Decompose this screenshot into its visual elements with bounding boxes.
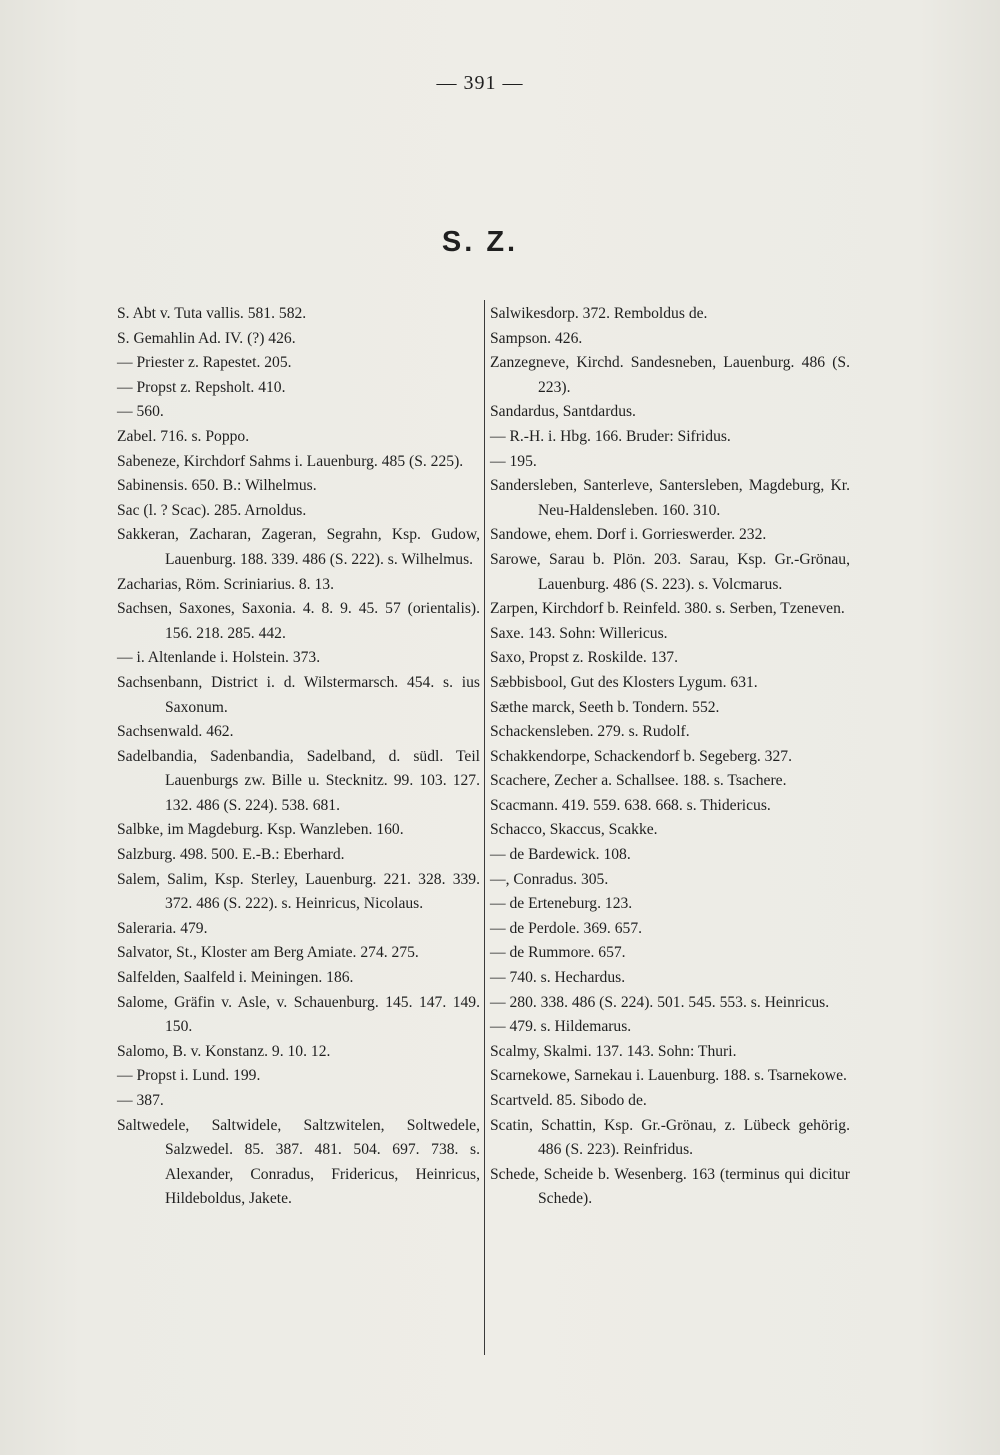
index-entry: Sabinensis. 650. B.: Wilhelmus. (117, 477, 317, 495)
index-entry: — Propst i. Lund. 199. (117, 1067, 261, 1085)
index-entry: Sampson. 426. (490, 329, 583, 347)
index-entry: Salome, Gräfin v. Asle, v. Schauenburg. 145. 147. 149. 150. (117, 993, 480, 1036)
index-entry: Sæbbisbool, Gut des Klosters Lygum. 631. (490, 673, 758, 691)
index-entry: S. Abt v. Tuta vallis. 581. 582. (117, 305, 307, 322)
index-entry: — 479. s. Hildemarus. (490, 1018, 632, 1036)
index-entry: Zanzegneve, Kirchd. Sandesneben, Lauenburg. 486 (S. 223). (490, 354, 850, 396)
index-entry: — i. Altenlande i. Holstein. 373. (117, 649, 321, 667)
column-divider (484, 300, 485, 1355)
index-entry: —, Conradus. 305. (490, 870, 609, 888)
index-entry: — R.-H. i. Hbg. 166. Bruder: Sifridus. (490, 427, 731, 445)
index-entry: Scalmy, Skalmi. 137. 143. Sohn: Thuri. (490, 1042, 737, 1060)
index-entry: — Propst z. Repsholt. 410. (117, 378, 286, 396)
index-entry: — de Rummore. 657. (490, 944, 626, 962)
index-entry: Scarnekowe, Sarnekau i. Lauenburg. 188. s. Tsarnekowe. (490, 1067, 847, 1085)
index-entry: Salwikesdorp. 372. Remboldus de. (490, 305, 708, 322)
index-entry: Sarowe, Sarau b. Plön. 203. Sarau, Ksp. Gr.-Grönau, Lauenburg. 486 (S. 223). s. Volcmarus. (490, 550, 850, 593)
index-entry: — de Erteneburg. 123. (490, 895, 633, 913)
index-entry: — 195. (490, 452, 537, 470)
index-entry: Scartveld. 85. Sibodo de. (490, 1092, 647, 1109)
index-entry: — 280. 338. 486 (S. 224). 501. 545. 553. s. Heinricus. (490, 993, 830, 1011)
index-column-right (490, 302, 850, 1212)
index-entry: — Priester z. Rapestet. 205. (117, 354, 292, 372)
index-entry: Sakkeran, Zacharan, Zageran, Segrahn, Ksp. Gudow, Lauenburg. 188. 339. 486 (S. 222). s. Wilhelmus. (117, 526, 480, 568)
index-entry: Saxo, Propst z. Roskilde. 137. (490, 649, 678, 667)
index-entry: Sandersleben, Santerleve, Santersleben, Magdeburg, Kr. Neu-Haldensleben. 160. 310. (490, 477, 850, 519)
index-entry: Zarpen, Kirchdorf b. Reinfeld. 380. s. Serben, Tzeneven. (490, 600, 845, 618)
index-entry: — 560. (117, 403, 164, 421)
page-number: — 391 — (436, 72, 524, 94)
index-entry: Scatin, Schattin, Ksp. Gr.-Grönau, z. Lübeck gehörig. 486 (S. 223). Reinfridus. (490, 1116, 850, 1159)
index-column-left (117, 302, 480, 1212)
index-entry: Salvator, St., Kloster am Berg Amiate. 274. 275. (117, 944, 419, 962)
section-heading: S. Z. (441, 226, 519, 258)
index-entry: S. Gemahlin Ad. IV. (?) 426. (117, 329, 296, 347)
index-entry: Saleraria. 479. (117, 919, 208, 937)
index-entry: — de Bardewick. 108. (490, 846, 631, 864)
index-entry: Sachsenbann, District i. d. Wilstermarsch. 454. s. ius Saxonum. (117, 673, 480, 716)
index-entry: Sabeneze, Kirchdorf Sahms i. Lauenburg. 485 (S. 225). (117, 452, 464, 470)
index-entry: — 740. s. Hechardus. (490, 969, 626, 987)
index-entry: Sandardus, Santdardus. (490, 403, 636, 421)
index-entry: Salem, Salim, Ksp. Sterley, Lauenburg. 221. 328. 339. 372. 486 (S. 222). s. Heinricus, Nicolaus. (117, 870, 480, 913)
index-entry: Scachere, Zecher a. Schallsee. 188. s. Tsachere. (490, 772, 787, 790)
index-entry: — 387. (117, 1092, 164, 1109)
index-entry: Zacharias, Röm. Scriniarius. 8. 13. (117, 575, 334, 593)
index-entry: Schacco, Skaccus, Scakke. (490, 821, 658, 839)
index-entry: Scacmann. 419. 559. 638. 668. s. Thidericus. (490, 796, 771, 814)
index-entry: Salfelden, Saalfeld i. Meiningen. 186. (117, 969, 354, 987)
index-entry: Zabel. 716. s. Poppo. (117, 427, 250, 445)
index-entry: — de Perdole. 369. 657. (490, 919, 643, 937)
index-entry: Sachsen, Saxones, Saxonia. 4. 8. 9. 45. 57 (orientalis). 156. 218. 285. 442. (117, 600, 480, 642)
index-entry: Salomo, B. v. Konstanz. 9. 10. 12. (117, 1042, 331, 1060)
index-entry: Schackensleben. 279. s. Rudolf. (490, 723, 690, 741)
index-entry: Sæthe marck, Seeth b. Tondern. 552. (490, 698, 720, 716)
index-entry: Sadelbandia, Sadenbandia, Sadelband, d. südl. Teil Lauenburgs zw. Bille u. Stecknitz. 99. 103. 127. 132. 486 (S. 224). 538. 681. (117, 747, 480, 814)
index-entry: Schede, Scheide b. Wesenberg. 163 (terminus qui dicitur Schede). (490, 1165, 850, 1208)
index-entry: Salzburg. 498. 500. E.-B.: Eberhard. (117, 846, 345, 864)
index-entry: Saltwedele, Saltwidele, Saltzwitelen, Soltwedele, Salzwedel. 85. 387. 481. 504. 697. 738. s. Alexander, Conradus, Fridericus, Heinricus, Hildeboldus, Jakete. (117, 1116, 480, 1208)
index-entry: Sandowe, ehem. Dorf i. Gorrieswerder. 232. (490, 526, 767, 544)
index-entry: Salbke, im Magdeburg. Ksp. Wanzleben. 160. (117, 821, 404, 839)
index-entry: Sachsenwald. 462. (117, 723, 234, 741)
index-entry: Sac (l. ? Scac). 285. Arnoldus. (117, 501, 307, 519)
index-entry: Schakkendorpe, Schackendorf b. Segeberg. 327. (490, 747, 792, 765)
index-entry: Saxe. 143. Sohn: Willericus. (490, 624, 668, 642)
